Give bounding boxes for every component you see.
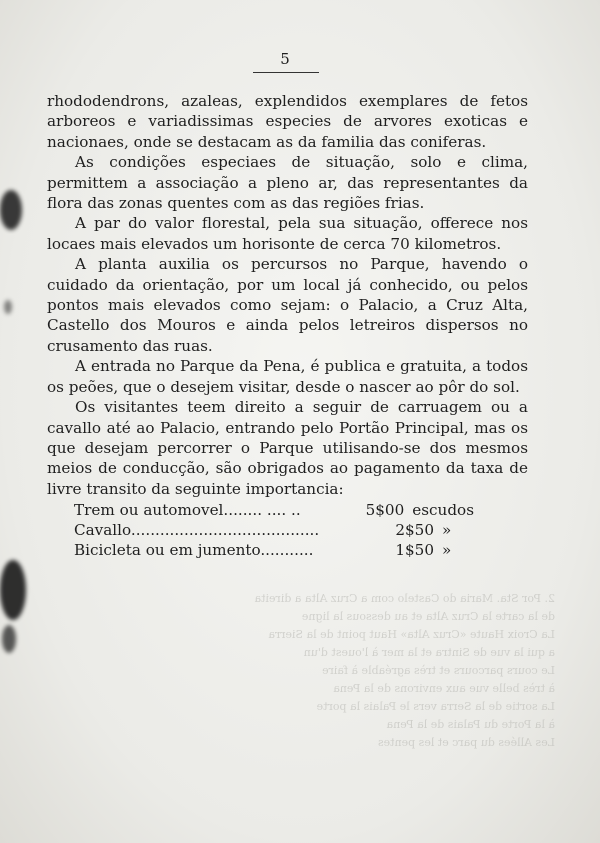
- body-text: [47, 91, 528, 499]
- price-item: Cavallo.......................................: [74, 521, 320, 540]
- price-amount: 1$50: [395, 541, 434, 560]
- price-unit: »: [442, 521, 452, 540]
- paragraph: As condições especiaes de situação, solo e clima, permittem a associação a pleno ar, das representantes da flora das zonas quentes com as das regiões frias.: [47, 153, 528, 213]
- price-amount: 2$50: [395, 521, 434, 540]
- page-number: 5: [280, 50, 290, 68]
- page-number-rule: [253, 72, 319, 73]
- paragraph: rhododendrons, azaleas, explendidos exemplares de fetos arboreos e variadissimas especies de arvores exoticas e nacionaes, onde se destacam as da familia das coniferas.: [47, 92, 528, 151]
- ink-stain: [4, 300, 12, 314]
- paragraph: Os visitantes teem direito a seguir de carruagem ou a cavallo até ao Palacio, entrando pelo Portão Principal, mas os que desejam percorrer o Parque utilisando-se dos mesmos meios de conducção, são obrigados ao pagamento da taxa de livre transito da seguinte importancia:: [47, 398, 528, 498]
- price-item: Trem ou automovel........ .... ..: [74, 501, 301, 519]
- paragraph: A par do valor florestal, pela sua situação, offerece nos locaes mais elevados um horisonte de cerca 70 kilometros.: [47, 214, 528, 253]
- price-row: [74, 500, 474, 520]
- price-row: [74, 520, 474, 540]
- price-row: [74, 540, 474, 560]
- price-unit: »: [442, 541, 452, 560]
- ink-stain: [0, 190, 22, 230]
- paragraph: A entrada no Parque da Pena, é publica e gratuita, a todos os peões, que o desejem visitar, desde o nascer ao pôr do sol.: [47, 357, 528, 396]
- price-item: Bicicleta ou em jumento...........: [74, 541, 314, 560]
- bleed-through-text: 2. Por Sta. Maria do Castelo com a Cruz Alta a direita de la carte la Cruz Alta et au dessous la ligne La Croix Haute «Cruz Alta» Haut point de la Sierra a qui la vue de Sintra et la mer à l'ouest d'un Le cours parcours et très agréable à faire à très belle vue aux environs de la Pena La sortie de la Serra vers le Palais la porte à la Porte du Palais de la Pena Les Allées du parc et les pentes: [254, 592, 555, 749]
- paragraph: A planta auxilia os percursos no Parque, havendo o cuidado da orientação, por um local já conhecido, ou pelos pontos mais elevados como sejam: o Palacio, a Cruz Alta, Castello dos Mouros e ainda pelos letreiros dispersos no crusamento das ruas.: [47, 255, 528, 355]
- price-list: [74, 500, 474, 561]
- price-unit: escudos: [412, 501, 474, 519]
- ink-stain: [2, 625, 16, 653]
- price-amount: 5$00: [365, 501, 405, 519]
- ink-stain: [0, 560, 26, 620]
